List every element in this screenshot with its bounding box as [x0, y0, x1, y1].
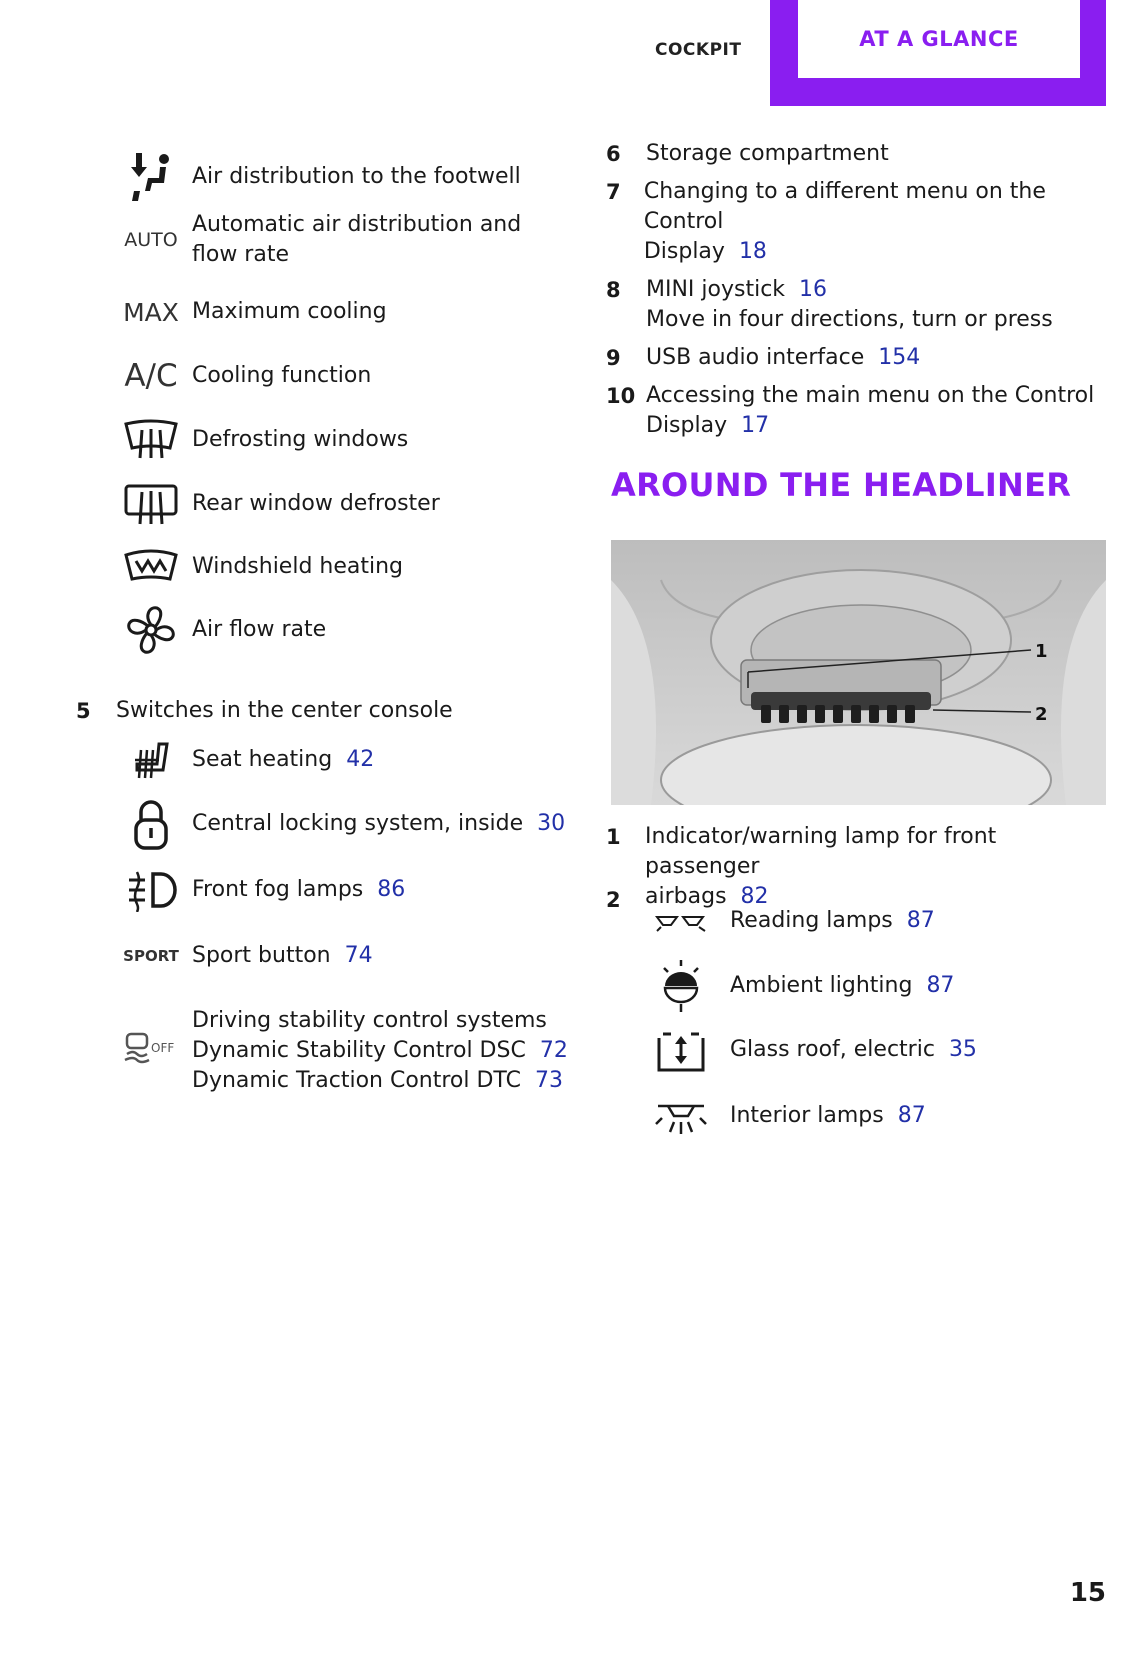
- right-list: [606, 139, 1106, 441]
- dsc-description: Driving stability control systems Dynamic Stability Control DSC 72 Dynamic Traction Control DTC 73: [192, 1008, 568, 1093]
- page-ref-link[interactable]: 87: [897, 1103, 926, 1128]
- fog-lamp-icon: [116, 860, 186, 920]
- list-item: [116, 210, 542, 270]
- list-item-label: Reading lamps 87: [730, 908, 935, 933]
- list-item-7: 7 Changing to a different menu on the Control Display 18: [606, 179, 1046, 264]
- seat-heating-icon: [116, 730, 186, 790]
- rear-defroster-icon: [116, 474, 186, 534]
- callout-1: 1: [1035, 641, 1048, 662]
- list-item-label: Cooling function: [192, 363, 372, 388]
- list-item: [116, 926, 373, 986]
- headliner-figure: [611, 540, 1106, 805]
- reading-lamps-icon: [646, 891, 716, 951]
- list-item: [116, 537, 403, 597]
- page-ref-link[interactable]: 82: [740, 884, 769, 909]
- item-number: 2: [606, 888, 621, 912]
- chapter-tab-label: AT A GLANCE: [798, 0, 1080, 78]
- list-item-6: 6 Storage compartment: [606, 141, 889, 166]
- page-ref-link[interactable]: 42: [346, 747, 375, 772]
- fan-icon: [116, 600, 186, 660]
- page-ref-link[interactable]: 154: [878, 345, 921, 370]
- page-number: 15: [1069, 1578, 1106, 1608]
- list-item-label: Front fog lamps 86: [192, 877, 406, 902]
- ac-icon: A/C: [124, 358, 178, 394]
- section-heading: AROUND THE HEADLINER: [611, 466, 1072, 504]
- list-item: [116, 600, 326, 660]
- list-item: [646, 956, 954, 1016]
- page-ref-link[interactable]: 86: [377, 877, 406, 902]
- list-item-label: Rear window defroster: [192, 491, 440, 516]
- lock-icon: [116, 794, 186, 854]
- list-item: [116, 794, 565, 854]
- list-item-label: Central locking system, inside 30: [192, 811, 566, 836]
- chapter-tab[interactable]: [770, 0, 1106, 106]
- page-ref-link[interactable]: 16: [799, 277, 828, 302]
- page-ref-link[interactable]: 35: [948, 1037, 977, 1062]
- dsc-off-icon: [116, 1018, 186, 1078]
- list-item: [116, 474, 440, 534]
- list-item-label: Switches in the center console: [116, 698, 453, 723]
- page-ref-link[interactable]: 72: [539, 1038, 568, 1063]
- list-item-label: Automatic air distribution and flow rate: [192, 212, 522, 267]
- item-number: 5: [76, 699, 91, 723]
- interior-lamps-icon: [646, 1086, 716, 1146]
- headliner-item-1: 1 Indicator/warning lamp for front passenger airbags 82: [606, 824, 997, 909]
- list-item-5: [76, 696, 453, 726]
- page-ref-link[interactable]: 73: [534, 1068, 563, 1093]
- list-item: [116, 860, 405, 920]
- list-item: [646, 891, 935, 951]
- list-item: [116, 730, 374, 790]
- page-ref-link[interactable]: 18: [738, 239, 767, 264]
- ambient-lighting-icon: [646, 956, 716, 1016]
- auto-icon: AUTO: [124, 229, 178, 251]
- list-item-label: Glass roof, electric 35: [730, 1037, 977, 1062]
- footwell-air-icon: [116, 147, 186, 207]
- section-label: COCKPIT: [655, 40, 742, 60]
- list-item-label: Sport button 74: [192, 943, 373, 968]
- list-item-label: Defrosting windows: [192, 427, 409, 452]
- list-item: [116, 147, 521, 207]
- windshield-heating-icon: [116, 537, 186, 597]
- list-item: [646, 1020, 977, 1080]
- page-ref-link[interactable]: 74: [344, 943, 373, 968]
- list-item-10: 10 Accessing the main menu on the Control Display 17: [606, 383, 1095, 438]
- list-item-label: Air flow rate: [192, 617, 327, 642]
- list-item-label: Air distribution to the footwell: [192, 164, 521, 189]
- page-ref-link[interactable]: 87: [906, 908, 935, 933]
- page-ref-link[interactable]: 87: [926, 973, 955, 998]
- list-item-8: 8 MINI joystick 16 Move in four directions, turn or press: [606, 277, 1053, 332]
- list-item: [116, 410, 408, 470]
- glass-roof-icon: [646, 1020, 716, 1080]
- list-item-label: Seat heating 42: [192, 747, 375, 772]
- list-item-dsc: [116, 1006, 568, 1096]
- list-item-label: Windshield heating: [192, 554, 404, 579]
- list-item-label: Maximum cooling: [192, 299, 387, 324]
- defrost-windows-icon: [116, 410, 186, 470]
- list-item-label: Interior lamps 87: [730, 1103, 926, 1128]
- list-item: [646, 1086, 926, 1146]
- list-item: [116, 346, 371, 406]
- max-icon: MAX: [123, 297, 179, 327]
- list-item-9: 9 USB audio interface 154: [606, 345, 921, 370]
- svg-text:OFF: OFF: [151, 1041, 175, 1055]
- list-item-label: Ambient lighting 87: [730, 973, 955, 998]
- page-ref-link[interactable]: 17: [741, 413, 770, 438]
- page-ref-link[interactable]: 30: [537, 811, 566, 836]
- callout-2: 2: [1035, 704, 1048, 725]
- list-item: [116, 282, 387, 342]
- sport-icon: SPORT: [123, 947, 179, 965]
